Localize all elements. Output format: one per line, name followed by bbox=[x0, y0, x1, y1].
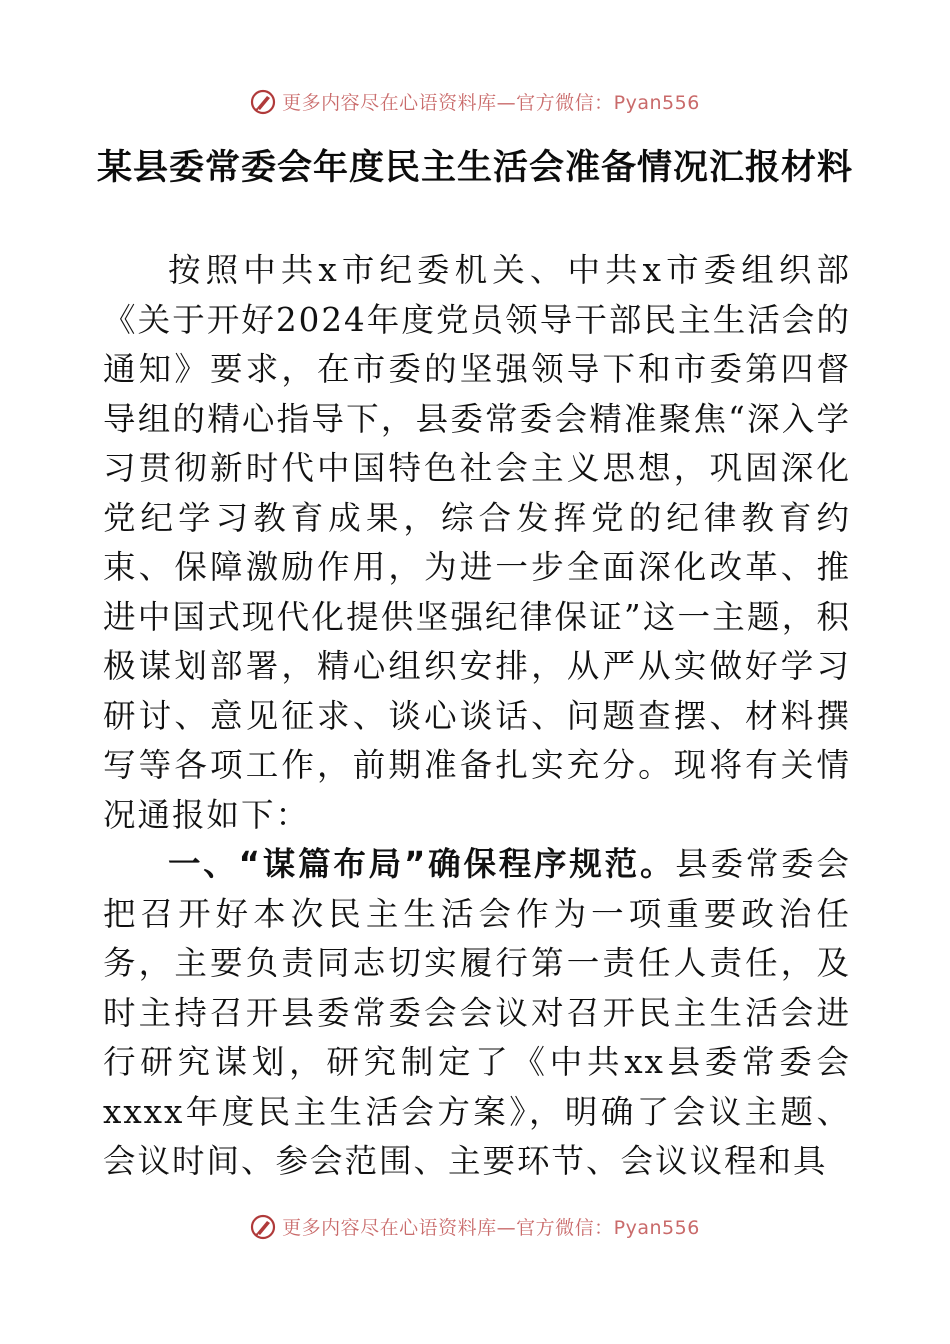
intro-paragraph: 按照中共x市纪委机关、中共x市委组织部《关于开好2024年度党员领导干部民主生活会的通知》要求，在市委的坚强领导下和市委第四督导组的精心指导下，县委常委会精准聚焦“深入学习贯彻新时代中国特色社会主义思想，巩固深化党纪学习教育成果，综合发挥党的纪律教育约束、保障激励作用，为进一步全面深化改革、推进中国式现代化提供坚强纪律保证”这一主题，积极谋划部署，精心组织安排，从严从实做好学习研讨、意见征求、谈心谈话、问题查摆、材料撰写等各项工作，前期准备扎实充分。现将有关情况通报如下： bbox=[103, 251, 851, 834]
pen-circle-icon bbox=[250, 1214, 276, 1240]
section-one-text: 县委常委会把召开好本次民主生活会作为一项重要政治任务，主要负责同志切实履行第一责任人责任，及时主持召开县委常委会会议对召开民主生活会进行研究谋划，研究制定了《中共xx县委常委会xxxx年度民主生活会方案》，明确了会议主题、会议时间、参会范围、主要环节、会议议程和具 bbox=[103, 845, 851, 1180]
document-title: 某县委常委会年度民主生活会准备情况汇报材料 bbox=[96, 147, 853, 188]
section-one-heading: 一、“谋篇布局”确保程序规范。 bbox=[168, 845, 676, 883]
document-body bbox=[103, 246, 851, 1187]
watermark-footer bbox=[0, 1213, 950, 1240]
pen-circle-icon bbox=[250, 89, 276, 115]
watermark-header bbox=[0, 88, 950, 115]
watermark-text: 更多内容尽在心语资料库—官方微信：Pyan556 bbox=[282, 1217, 700, 1239]
watermark-text: 更多内容尽在心语资料库—官方微信：Pyan556 bbox=[282, 92, 700, 114]
section-one-paragraph bbox=[103, 840, 851, 1187]
